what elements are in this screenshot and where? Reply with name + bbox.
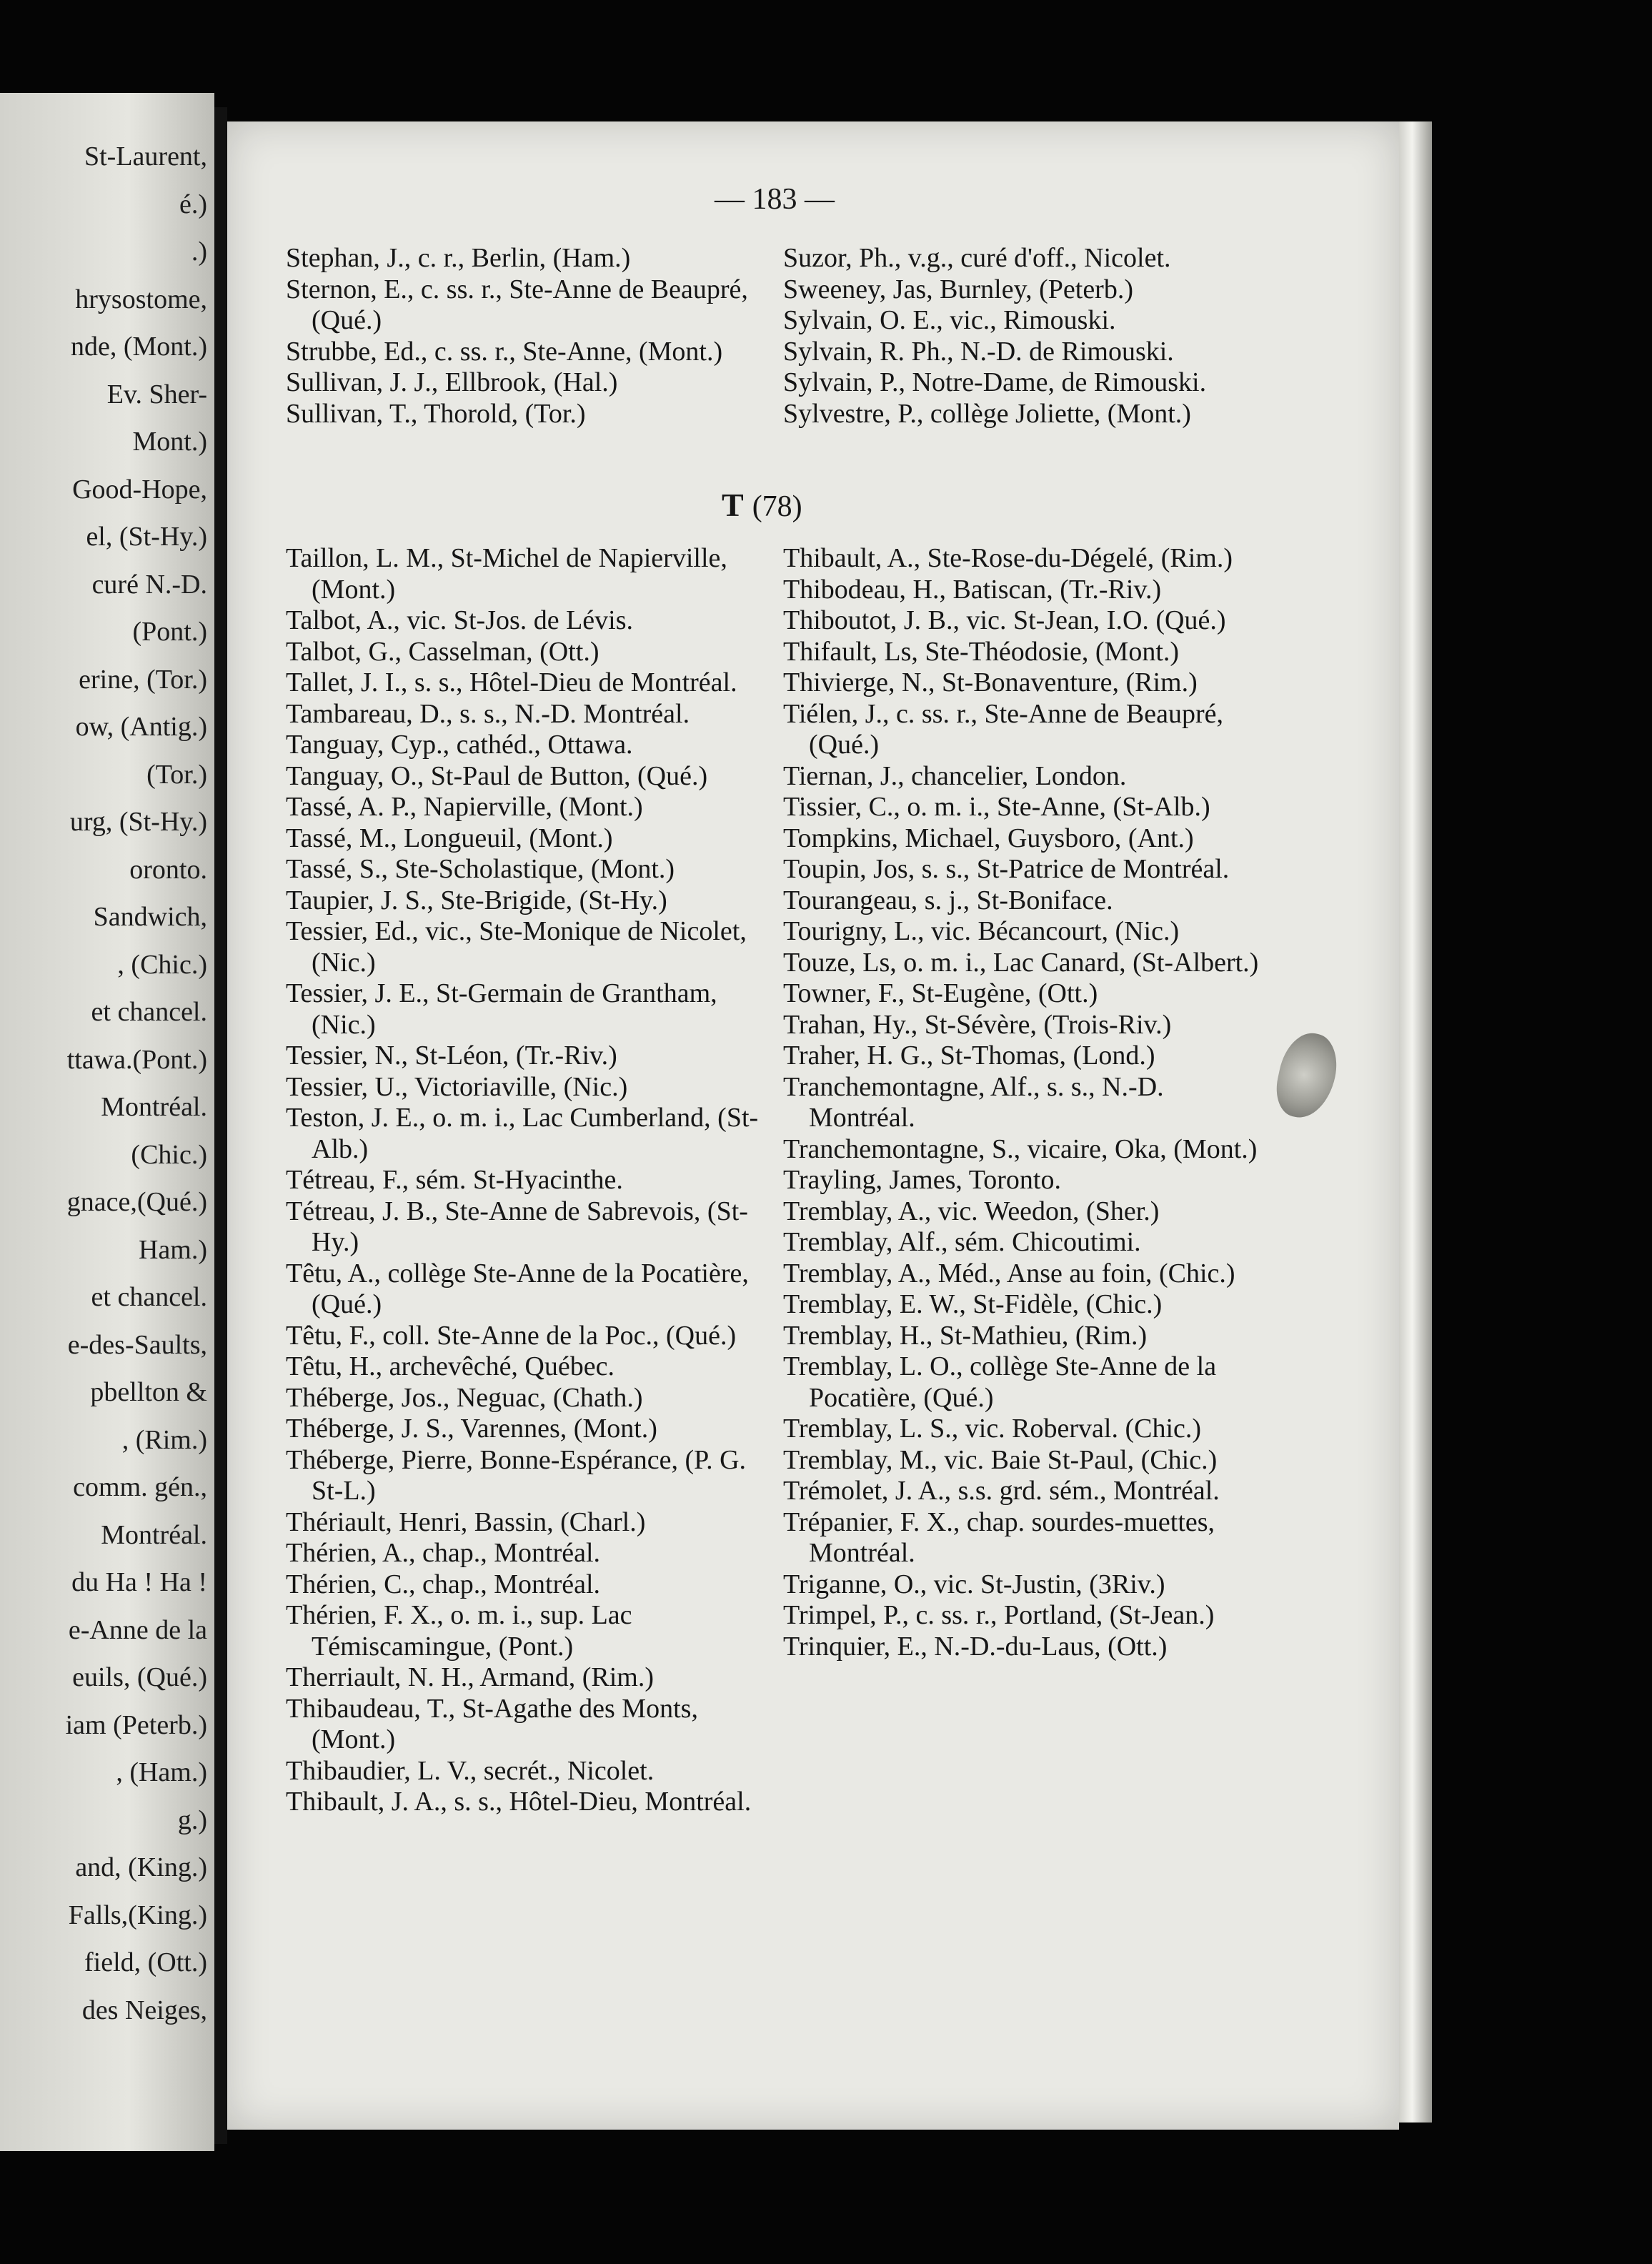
facing-page-fragment: comm. gén.,: [73, 1472, 207, 1502]
directory-entry: Tiernan, J., chancelier, London.: [783, 760, 1127, 791]
directory-entry: Tassé, A. P., Napierville, (Mont.): [286, 792, 643, 822]
directory-entry: Therriault, N. H., Armand, (Rim.): [286, 1662, 655, 1692]
facing-page-fragment: et chancel.: [91, 1282, 207, 1312]
directory-entry: Tourangeau, s. j., St-Boniface.: [783, 885, 1113, 915]
directory-entry: Thibault, J. A., s. s., Hôtel-Dieu, Montréal.: [286, 1787, 752, 1817]
directory-entry: Tiélen, J., c. ss. r., Ste-Anne de Beaupré, (Qué.): [783, 698, 1223, 760]
directory-entry: Tremblay, L. S., vic. Roberval. (Chic.): [783, 1414, 1202, 1444]
facing-page-fragment: St-Laurent,: [84, 142, 207, 172]
facing-page-fragment: Sandwich,: [93, 902, 207, 932]
directory-entry: Têtu, A., collège Ste-Anne de la Pocatière, (Qué.): [286, 1258, 749, 1319]
directory-entry: Thivierge, N., St-Bonaventure, (Rim.): [783, 667, 1198, 697]
t-entries-left-column: [286, 543, 779, 1818]
facing-page-fragment: Ham.): [138, 1234, 207, 1265]
facing-page-fragment: el, (St-Hy.): [86, 522, 207, 552]
book-gutter: [214, 107, 227, 2144]
facing-page-fragment: curé N.-D.: [91, 569, 207, 600]
directory-entry: Tassé, S., Ste-Scholastique, (Mont.): [286, 854, 675, 884]
facing-page: [0, 93, 214, 2151]
directory-entry: Tétreau, J. B., Ste-Anne de Sabrevois, (St-Hy.): [286, 1196, 748, 1257]
directory-entry: Teston, J. E., o. m. i., Lac Cumberland, (St-Alb.): [286, 1103, 759, 1164]
directory-entry: Talbot, A., vic. St-Jos. de Lévis.: [286, 605, 634, 635]
directory-entry: Sylvain, R. Ph., N.-D. de Rimouski.: [783, 336, 1174, 367]
directory-entry: Tétreau, F., sém. St-Hyacinthe.: [286, 1165, 623, 1195]
facing-page-fragment: pbellton &: [90, 1377, 207, 1407]
directory-entry: Tourigny, L., vic. Bécancourt, (Nic.): [783, 916, 1180, 946]
facing-page-fragment: Falls,(King.): [68, 1900, 207, 1930]
directory-entry: Tremblay, Alf., sém. Chicoutimi.: [783, 1227, 1141, 1257]
directory-entry: Tessier, N., St-Léon, (Tr.-Riv.): [286, 1041, 617, 1071]
directory-entry: Tambareau, D., s. s., N.-D. Montréal.: [286, 698, 690, 729]
facing-page-fragment: Good-Hope,: [72, 474, 207, 505]
directory-entry: Trayling, James, Toronto.: [783, 1165, 1061, 1195]
facing-page-fragment: urg, (St-Hy.): [69, 807, 207, 837]
directory-entry: Thiboutot, J. B., vic. St-Jean, I.O. (Qué.): [783, 605, 1226, 635]
directory-entry: Tanguay, O., St-Paul de Button, (Qué.): [286, 760, 708, 791]
facing-page-fragment: du Ha ! Ha !: [71, 1567, 207, 1597]
directory-entry: Tissier, C., o. m. i., Ste-Anne, (St-Alb.): [783, 792, 1210, 822]
s-entries-left-column: [286, 243, 779, 430]
facing-page-fragment: euils, (Qué.): [72, 1662, 207, 1692]
directory-entry: Tessier, Ed., vic., Ste-Monique de Nicolet, (Nic.): [286, 916, 747, 978]
facing-page-fragment: (Pont.): [132, 617, 207, 647]
directory-entry: Tompkins, Michael, Guysboro, (Ant.): [783, 823, 1194, 853]
facing-page-fragment: , (Ham.): [116, 1757, 207, 1787]
directory-entry: Stephan, J., c. r., Berlin, (Ham.): [286, 243, 631, 273]
directory-entry: Trinquier, E., N.-D.-du-Laus, (Ott.): [783, 1631, 1168, 1662]
directory-entry: Tessier, U., Victoriaville, (Nic.): [286, 1071, 628, 1102]
directory-entry: Thérien, F. X., o. m. i., sup. Lac Témiscamingue, (Pont.): [286, 1600, 632, 1662]
facing-page-fragment: field, (Ott.): [84, 1947, 207, 1977]
directory-entry: Touze, Ls, o. m. i., Lac Canard, (St-Albert.): [783, 947, 1259, 978]
directory-entry: Towner, F., St-Eugène, (Ott.): [783, 978, 1098, 1008]
directory-entry: Sweeney, Jas, Burnley, (Peterb.): [783, 274, 1133, 304]
directory-entry: Toupin, Jos, s. s., St-Patrice de Montréal.: [783, 854, 1230, 884]
directory-entry: Trémolet, J. A., s.s. grd. sém., Montréal.: [783, 1476, 1220, 1506]
directory-entry: Thibodeau, H., Batiscan, (Tr.-Riv.): [783, 574, 1162, 605]
directory-entry: Théberge, J. S., Varennes, (Mont.): [286, 1414, 657, 1444]
directory-entry: Taupier, J. S., Ste-Brigide, (St-Hy.): [286, 885, 667, 915]
page-number: — 183 —: [715, 183, 835, 216]
facing-page-fragment: e-Anne de la: [68, 1614, 207, 1645]
directory-entry: Tremblay, E. W., St-Fidèle, (Chic.): [783, 1289, 1163, 1319]
section-count: (78): [752, 490, 802, 523]
directory-entry: Tremblay, A., vic. Weedon, (Sher.): [783, 1196, 1160, 1226]
facing-page-fragment: Mont.): [132, 427, 207, 457]
facing-page-fragment: and, (King.): [75, 1852, 207, 1882]
section-heading-t: [722, 486, 802, 524]
facing-page-fragment: Montréal.: [101, 1519, 207, 1550]
facing-page-fragment: é.): [179, 189, 207, 219]
directory-entry: Strubbe, Ed., c. ss. r., Ste-Anne, (Mont.): [286, 336, 723, 367]
directory-entry: Tremblay, A., Méd., Anse au foin, (Chic.): [783, 1258, 1235, 1289]
section-letter: T: [722, 487, 744, 523]
page-edge: [1399, 121, 1432, 2122]
directory-entry: Têtu, H., archevêché, Québec.: [286, 1351, 614, 1381]
facing-page-fragment: et chancel.: [91, 997, 207, 1027]
facing-page-fragment: Ev. Sher-: [106, 379, 207, 409]
directory-entry: Trahan, Hy., St-Sévère, (Trois-Riv.): [783, 1009, 1172, 1040]
facing-page-fragment: g.): [177, 1804, 207, 1835]
directory-entry: Sylvestre, P., collège Joliette, (Mont.): [783, 398, 1191, 429]
directory-entry: Tessier, J. E., St-Germain de Grantham, (Nic.): [286, 978, 717, 1040]
directory-entry: Triganne, O., vic. St-Justin, (3Riv.): [783, 1569, 1165, 1599]
directory-entry: Thibault, A., Ste-Rose-du-Dégelé, (Rim.): [783, 543, 1233, 573]
directory-entry: Tremblay, M., vic. Baie St-Paul, (Chic.): [783, 1444, 1218, 1475]
directory-entry: Thibaudeau, T., St-Agathe des Monts, (Mont.): [286, 1693, 698, 1754]
facing-page-fragment: erine, (Tor.): [79, 664, 207, 695]
directory-entry: Thifault, Ls, Ste-Théodosie, (Mont.): [783, 636, 1180, 667]
s-entries-right-column: [783, 243, 1276, 430]
directory-entry: Tallet, J. I., s. s., Hôtel-Dieu de Montréal.: [286, 667, 737, 697]
directory-entry: Trimpel, P., c. ss. r., Portland, (St-Jean.): [783, 1600, 1215, 1630]
directory-entry: Tranchemontagne, Alf., s. s., N.-D. Montréal.: [783, 1071, 1164, 1133]
facing-page-fragment: hrysostome,: [75, 284, 207, 314]
facing-page-fragment: iam (Peterb.): [65, 1709, 207, 1740]
directory-entry: Sylvain, P., Notre-Dame, de Rimouski.: [783, 367, 1207, 397]
directory-entry: Sylvain, O. E., vic., Rimouski.: [783, 305, 1116, 335]
facing-page-fragment: oronto.: [129, 854, 207, 885]
directory-entry: Sternon, E., c. ss. r., Ste-Anne de Beaupré, (Qué.): [286, 274, 748, 335]
facing-page-fragment: (Chic.): [131, 1139, 207, 1170]
directory-entry: Tranchemontagne, S., vicaire, Oka, (Mont.): [783, 1133, 1258, 1164]
directory-entry: Têtu, F., coll. Ste-Anne de la Poc., (Qué.): [286, 1320, 737, 1351]
directory-entry: Thérien, C., chap., Montréal.: [286, 1569, 601, 1599]
directory-entry: Tremblay, L. O., collège Ste-Anne de la Pocatière, (Qué.): [783, 1351, 1217, 1413]
directory-entry: Thérien, A., chap., Montréal.: [286, 1538, 601, 1568]
facing-page-fragment: e-des-Saults,: [67, 1329, 207, 1360]
directory-entry: Théberge, Pierre, Bonne-Espérance, (P. G. St-L.): [286, 1444, 747, 1506]
directory-entry: Trépanier, F. X., chap. sourdes-muettes, Montréal.: [783, 1506, 1215, 1568]
facing-page-fragment: ow, (Antig.): [75, 712, 207, 742]
directory-entry: Talbot, G., Casselman, (Ott.): [286, 636, 599, 667]
facing-page-fragment: Montréal.: [101, 1092, 207, 1122]
directory-entry: Thibaudier, L. V., secrét., Nicolet.: [286, 1755, 655, 1786]
facing-page-fragment: des Neiges,: [81, 1995, 207, 2025]
directory-entry: Suzor, Ph., v.g., curé d'off., Nicolet.: [783, 243, 1171, 273]
facing-page-fragment: , (Chic.): [117, 949, 207, 980]
t-entries-right-column: [783, 543, 1276, 1662]
directory-entry: Tremblay, H., St-Mathieu, (Rim.): [783, 1320, 1148, 1351]
directory-entry: Théberge, Jos., Neguac, (Chath.): [286, 1382, 643, 1413]
directory-entry: Sullivan, J. J., Ellbrook, (Hal.): [286, 367, 618, 397]
facing-page-fragment: gnace,(Qué.): [66, 1187, 207, 1217]
facing-page-fragment: , (Rim.): [121, 1424, 207, 1455]
facing-page-fragment: ttawa.(Pont.): [66, 1044, 207, 1075]
facing-page-fragment: (Tor.): [146, 759, 207, 790]
directory-entry: Thériault, Henri, Bassin, (Charl.): [286, 1506, 646, 1537]
facing-page-fragment: nde, (Mont.): [70, 332, 207, 362]
facing-page-fragment: .): [191, 237, 207, 267]
directory-entry: Taillon, L. M., St-Michel de Napierville, (Mont.): [286, 543, 727, 605]
directory-entry: Traher, H. G., St-Thomas, (Lond.): [783, 1041, 1155, 1071]
directory-entry: Sullivan, T., Thorold, (Tor.): [286, 398, 586, 429]
directory-entry: Tanguay, Cyp., cathéd., Ottawa.: [286, 730, 633, 760]
directory-entry: Tassé, M., Longueuil, (Mont.): [286, 823, 613, 853]
